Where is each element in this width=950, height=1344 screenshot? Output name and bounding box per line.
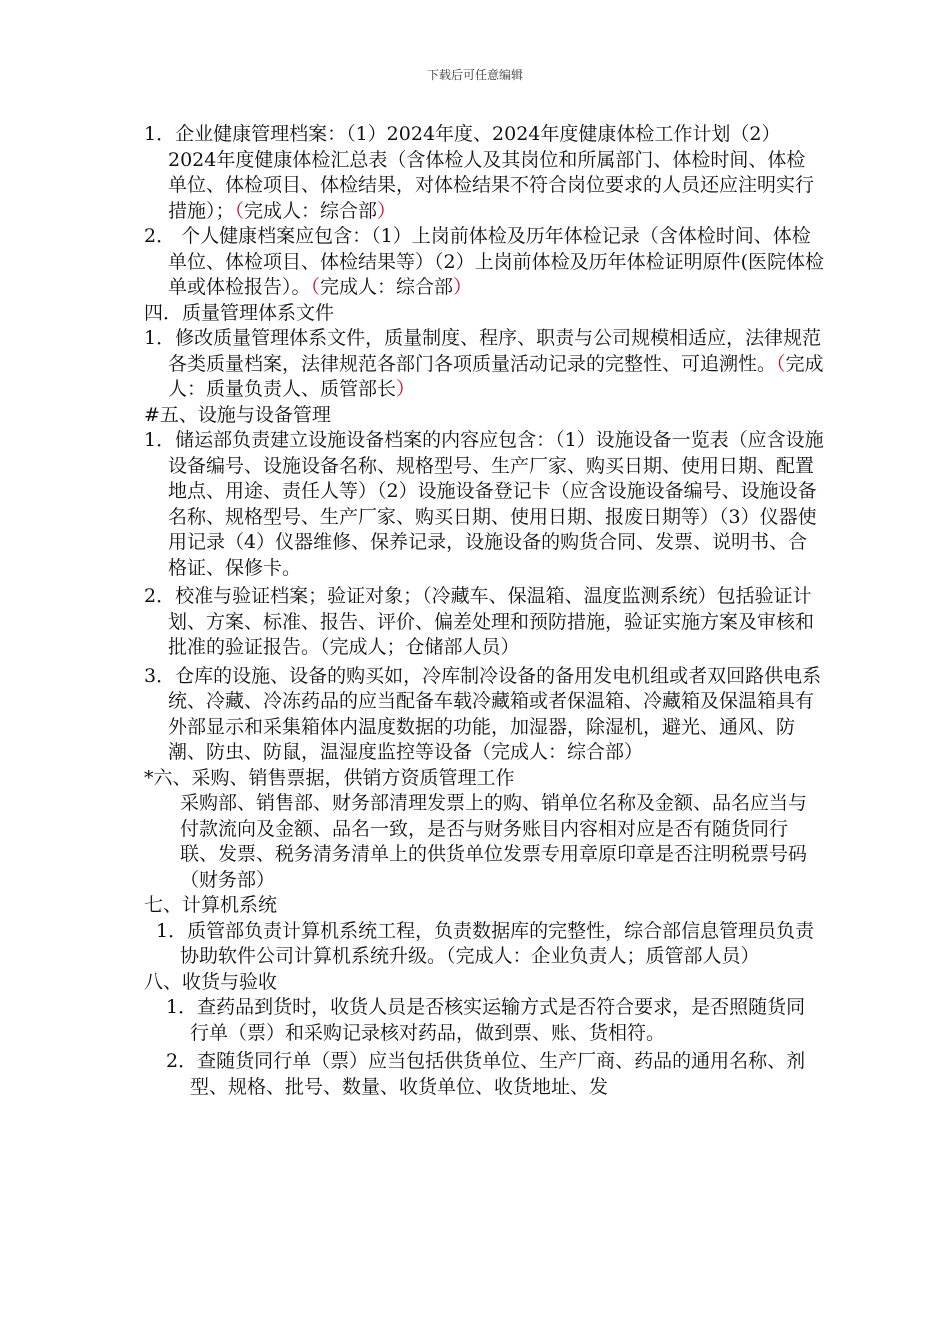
page-header: 下载后可任意编辑 — [426, 68, 523, 82]
completer-note: 完成人：质量负责人、质管部长 — [168, 352, 824, 400]
completer-note: 完成人：综合部 — [320, 276, 454, 298]
document-body — [144, 122, 824, 1100]
equipment-item-1: 1．储运部负责建立设施设备档案的内容应包含：（1）设施设备一览表（应含设施设备编号、设施设备名称、规格型号、生产厂家、购买日期、使用日期、配置地点、用途、责任人等）（2）设施设备登记卡（应含设施设备编号、设施设备名称、规格型号、生产厂家、购买日期、使用日期、报废日期等）（3）仪器使用记录（4）仪器维修、保养记录，设施设备的购货合同、发票、说明书、合格证、保修卡。 — [144, 429, 824, 579]
paren-close: ） — [453, 276, 473, 298]
quality-system-item-1: 1．修改质量管理体系文件，质量制度、程序、职责与公司规模相适应，法律规范各类质量档案，法律规范各部门各项质量活动记录的完整性、可追溯性。（完成人：质量负责人、质管部长） — [144, 327, 824, 400]
paren-open: （ — [776, 352, 786, 375]
receiving-item-2: 2．查随货同行单（票）应当包括供货单位、生产厂商、药品的通用名称、剂型、规格、批号、数量、收货单位、收货地址、发 — [166, 1050, 806, 1098]
section-heading-4: 四．质量管理体系文件 — [144, 301, 335, 324]
health-record-item-2: 2． 个人健康档案应包含：（1）上岗前体检及历年体检记录（含体检时间、体检单位、体检项目、体检结果等）（2）上岗前体检及历年体检证明原件(医院体检单或体检报告）。（完成人：综合部） — [144, 225, 825, 298]
paren-close: ） — [377, 199, 397, 222]
section-heading-5: #五、设施与设备管理 — [144, 403, 331, 426]
computer-system-item-1: 1．质管部负责计算机系统工程，负责数据库的完整性，综合部信息管理员负责协助软件公司计算机系统升级。（完成人：企业负责人；质管部人员） — [156, 919, 815, 967]
section-heading-6: *六、采购、销售票据，供销方资质管理工作 — [144, 766, 515, 789]
health-record-item-1: 1．企业健康管理档案：（1）2024年度、2024年度健康体检工作计划（2）2024年度健康体检汇总表（含体检人及其岗位和所属部门、体检时间、体检单位、体检项目、体检结果，对体检结果不符合岗位要求的人员还应注明实行措施）；（完成人：综合部） — [144, 123, 815, 222]
completer-note: 完成人：综合部 — [244, 199, 378, 222]
procurement-paragraph: 采购部、销售部、财务部清理发票上的购、销单位名称及金额、品名应当与付款流向及金额、品名一致，是否与财务账目内容相对应是否有随货同行联、发票、税务清务清单上的供货单位发票专用章原印章是否注明税票号码（财务部） — [180, 792, 808, 891]
equipment-item-3: 3．仓库的设施、设备的购买如，冷库制冷设备的备用发电机组或者双回路供电系统、冷藏、冷冻药品的应当配备车载冷藏箱或者保温箱、冷藏箱及保温箱具有外部显示和采集箱体内温度数据的功能，加湿器，除湿机，避光、通风、防潮、防虫、防鼠，温湿度监控等设备（完成人：综合部） — [144, 664, 822, 763]
receiving-item-1: 1．查药品到货时，收货人员是否核实运输方式是否符合要求，是否照随货同行单（票）和采购记录核对药品，做到票、账、货相符。 — [166, 996, 806, 1044]
section-heading-7: 七、计算机系统 — [144, 894, 278, 916]
section-heading-8: 八、收货与验收 — [144, 970, 278, 993]
paren-open: （ — [310, 276, 321, 298]
paren-open: （ — [234, 199, 245, 222]
equipment-item-2: 2．校准与验证档案；验证对象；（冷藏车、保温箱、温度监测系统）包括验证计划、方案、标准、报告、评价、偏差处理和预防措施，验证实施方案及审核和批准的验证报告。（完成人；仓储部人员） — [144, 585, 815, 658]
paren-close: ） — [396, 378, 416, 400]
